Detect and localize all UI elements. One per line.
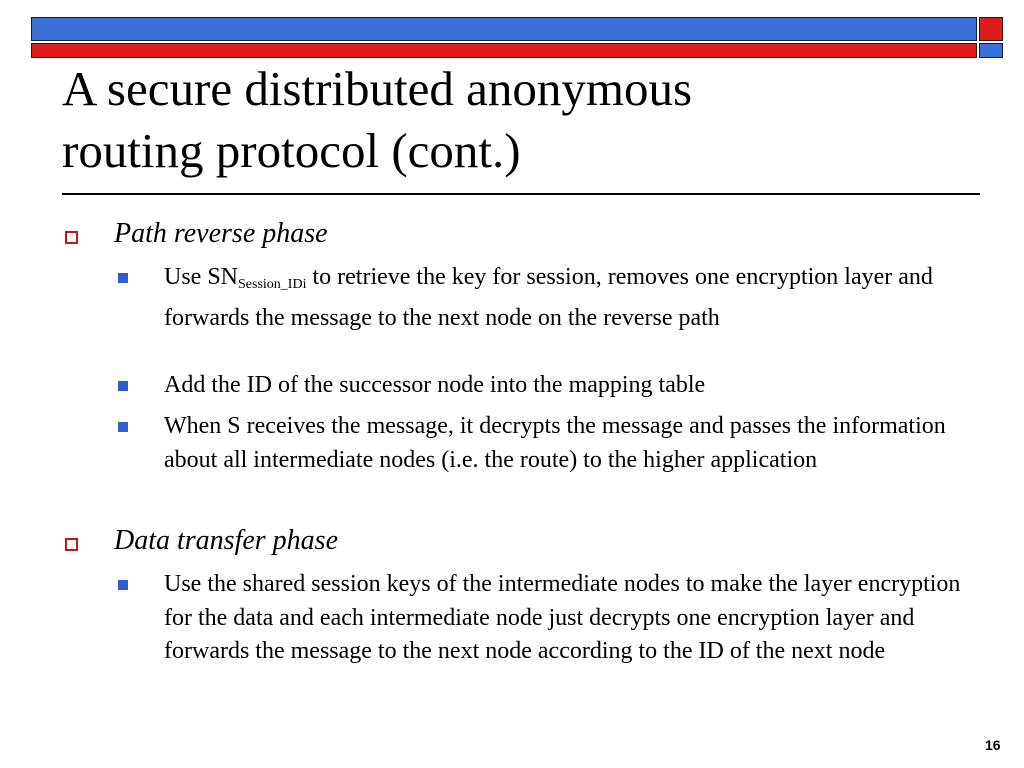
section-heading-data-transfer: Data transfer phase bbox=[114, 525, 338, 556]
bullet-text: When S receives the message, it decrypts the message and passes the information about all intermediate nodes (i.e. the route) to the higher application bbox=[164, 413, 946, 473]
square-bullet-icon bbox=[118, 273, 128, 283]
hollow-square-bullet-icon bbox=[65, 538, 78, 551]
slide-title: A secure distributed anonymous routing protocol (cont.) bbox=[62, 61, 693, 178]
subscript-session-id: Session_IDi bbox=[238, 277, 307, 292]
page-number: 16 bbox=[985, 737, 1001, 753]
square-bullet-icon bbox=[118, 381, 128, 391]
square-bullet-icon bbox=[118, 422, 128, 432]
bullet-text bbox=[164, 261, 964, 335]
square-bullet-icon bbox=[118, 580, 128, 590]
bullet-text: Add the ID of the successor node into the mapping table bbox=[164, 372, 706, 398]
hollow-square-bullet-icon bbox=[65, 231, 78, 244]
bullet-rest: to retrieve the key for session, removes one encryption layer and forwards the message to the next node on the reverse path bbox=[164, 264, 933, 331]
bullet-text: Use the shared session keys of the intermediate nodes to make the layer encryption for the data and each intermediate node just decrypts one encryption layer and forwards the message to the next node according to the ID of the next node bbox=[164, 571, 961, 664]
bullet-prefix: Use SN bbox=[164, 264, 239, 290]
section-heading-path-reverse: Path reverse phase bbox=[114, 218, 328, 249]
